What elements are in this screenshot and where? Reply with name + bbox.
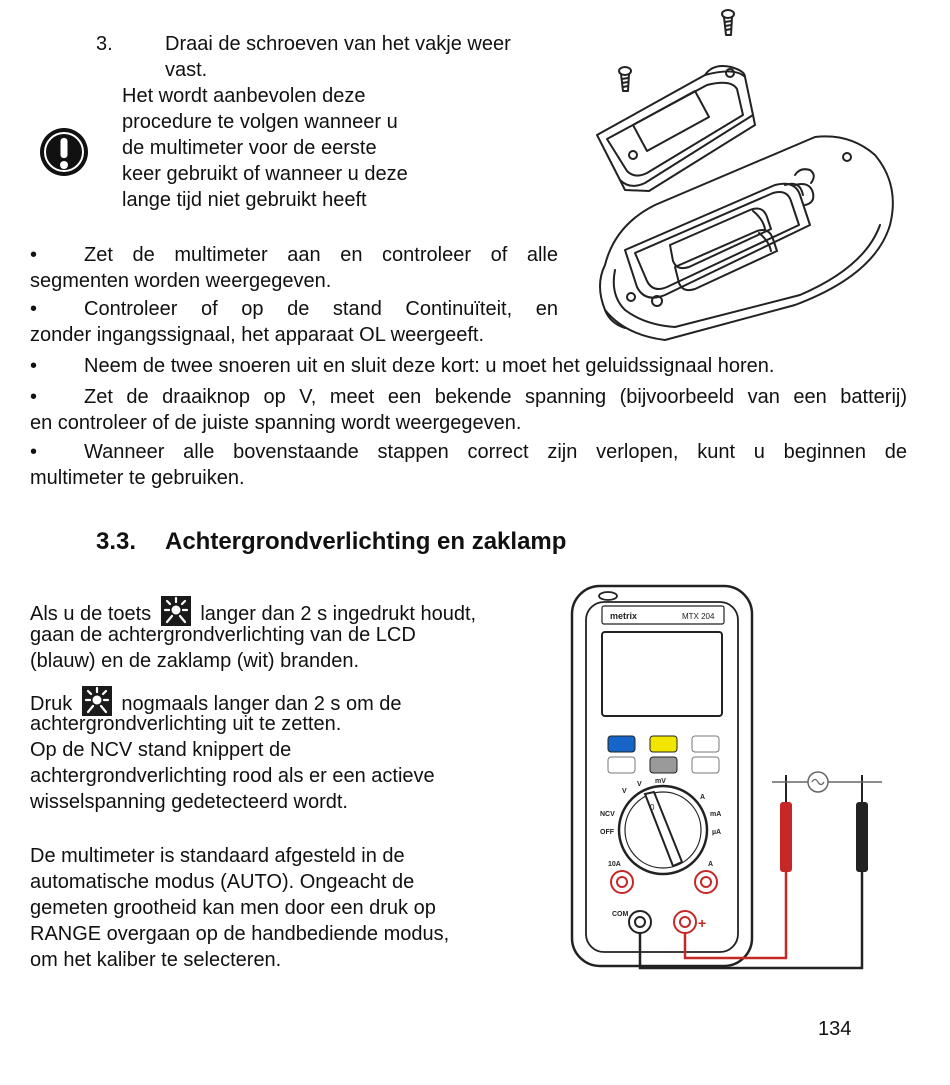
step-text-line-2: vast. — [165, 59, 208, 81]
white-button — [608, 757, 635, 773]
blue-button — [608, 736, 635, 752]
body-p2-line-1: Druk nogmaals langer dan 2 s om de — [30, 686, 402, 717]
yellow-button — [650, 736, 677, 752]
bullet-symbol: • — [30, 386, 38, 408]
body-p3-line-1: De multimeter is standaard afgesteld in de — [30, 845, 405, 867]
exclamation-circle-icon — [38, 126, 90, 178]
bullet-symbol: • — [30, 244, 38, 266]
body-p3-line-2: automatische modus (AUTO). Ongeacht de — [30, 871, 415, 893]
ua-label: µA — [712, 829, 722, 836]
section-number: 3.3. — [96, 528, 137, 555]
warning-line-3: de multimeter voor de eerste — [122, 137, 377, 159]
bullet-symbol: • — [30, 441, 38, 463]
body-p2-line-3: Op de NCV stand knippert de — [30, 739, 292, 761]
section-title: Achtergrondverlichting en zaklamp — [165, 528, 567, 555]
a-label: A — [700, 794, 706, 801]
body-p2-line-5: wisselspanning gedetecteerd wordt. — [30, 791, 348, 813]
svg-text:A: A — [708, 861, 714, 868]
step-text-line-1: Draai de schroeven van het vakje weer — [165, 33, 511, 55]
bullet-4-line-1: • Zet de draaiknop op V, meet een bekende spanning (bijvoorbeeld van een batterij) — [30, 386, 907, 408]
body-p1-line-1: Als u de toets langer dan 2 s ingedrukt houdt, — [30, 596, 476, 627]
battery-compartment-illustration — [585, 5, 905, 350]
bullet-symbol: • — [30, 298, 38, 320]
svg-text:V: V — [637, 781, 642, 788]
bullet-symbol: • — [30, 355, 38, 377]
warning-line-4: keer gebruikt of wanneer u deze — [122, 163, 408, 185]
page-number: 134 — [818, 1018, 852, 1040]
warning-line-1: Het wordt aanbevolen deze — [122, 85, 366, 107]
warning-line-2: procedure te volgen wanneer u — [122, 111, 398, 133]
bullet-1-line-1: • Zet de multimeter aan en controleer of alle — [30, 244, 558, 266]
body-p3-line-4: RANGE overgaan op de handbediende modus, — [30, 923, 450, 945]
bullet-5-line-1: • Wanneer alle bovenstaande stappen correct zijn verlopen, kunt u beginnen de — [30, 441, 907, 463]
white-button — [692, 757, 719, 773]
bullet-2-line-2: zonder ingangssignaal, het apparaat OL weergeeft. — [30, 324, 485, 346]
ma-label: mA — [710, 811, 722, 818]
screw-icon — [722, 10, 734, 35]
com-label: COM — [612, 911, 629, 918]
v-label: V — [622, 788, 627, 795]
white-button — [692, 736, 719, 752]
bullet-5-line-2: multimeter te gebruiken. — [30, 467, 245, 489]
black-probe — [856, 802, 868, 872]
bullet-1-line-2: segmenten worden weergegeven. — [30, 270, 332, 292]
gray-button — [650, 757, 677, 773]
body-p1-line-2: gaan de achtergrondverlichting van de LCD — [30, 624, 416, 646]
plus-label: + — [698, 915, 707, 931]
ncv-label: NCV — [600, 811, 615, 818]
bullet-3: • Neem de twee snoeren uit en sluit deze kort: u moet het geluidssignaal horen. — [30, 355, 775, 377]
body-p3-line-5: om het kaliber te selecteren. — [30, 949, 282, 971]
warning-line-5: lange tijd niet gebruikt heeft — [122, 189, 367, 211]
body-p2-line-4: achtergrondverlichting rood als er een actieve — [30, 765, 435, 787]
multimeter-illustration — [560, 580, 890, 975]
bullet-2-line-1: • Controleer of op de stand Continuïteit, en — [30, 298, 558, 320]
bullet-4-line-2: en controleer of de juiste spanning wordt weergegeven. — [30, 412, 522, 434]
off-label: OFF — [600, 829, 614, 836]
body-p2-line-2: achtergrondverlichting uit te zetten. — [30, 713, 342, 735]
model-label: MTX 204 — [682, 612, 715, 621]
body-p1-line-3: (blauw) en de zaklamp (wit) branden. — [30, 650, 360, 672]
mv-label: mV — [655, 778, 666, 785]
screw-icon — [619, 67, 631, 91]
red-probe — [780, 802, 792, 872]
step-number: 3. — [96, 33, 113, 55]
svg-text:0: 0 — [650, 803, 655, 812]
brand-label: metrix — [610, 611, 638, 621]
ten-a-label: 10A — [608, 861, 621, 868]
body-p3-line-3: gemeten grootheid kan men door een druk op — [30, 897, 436, 919]
